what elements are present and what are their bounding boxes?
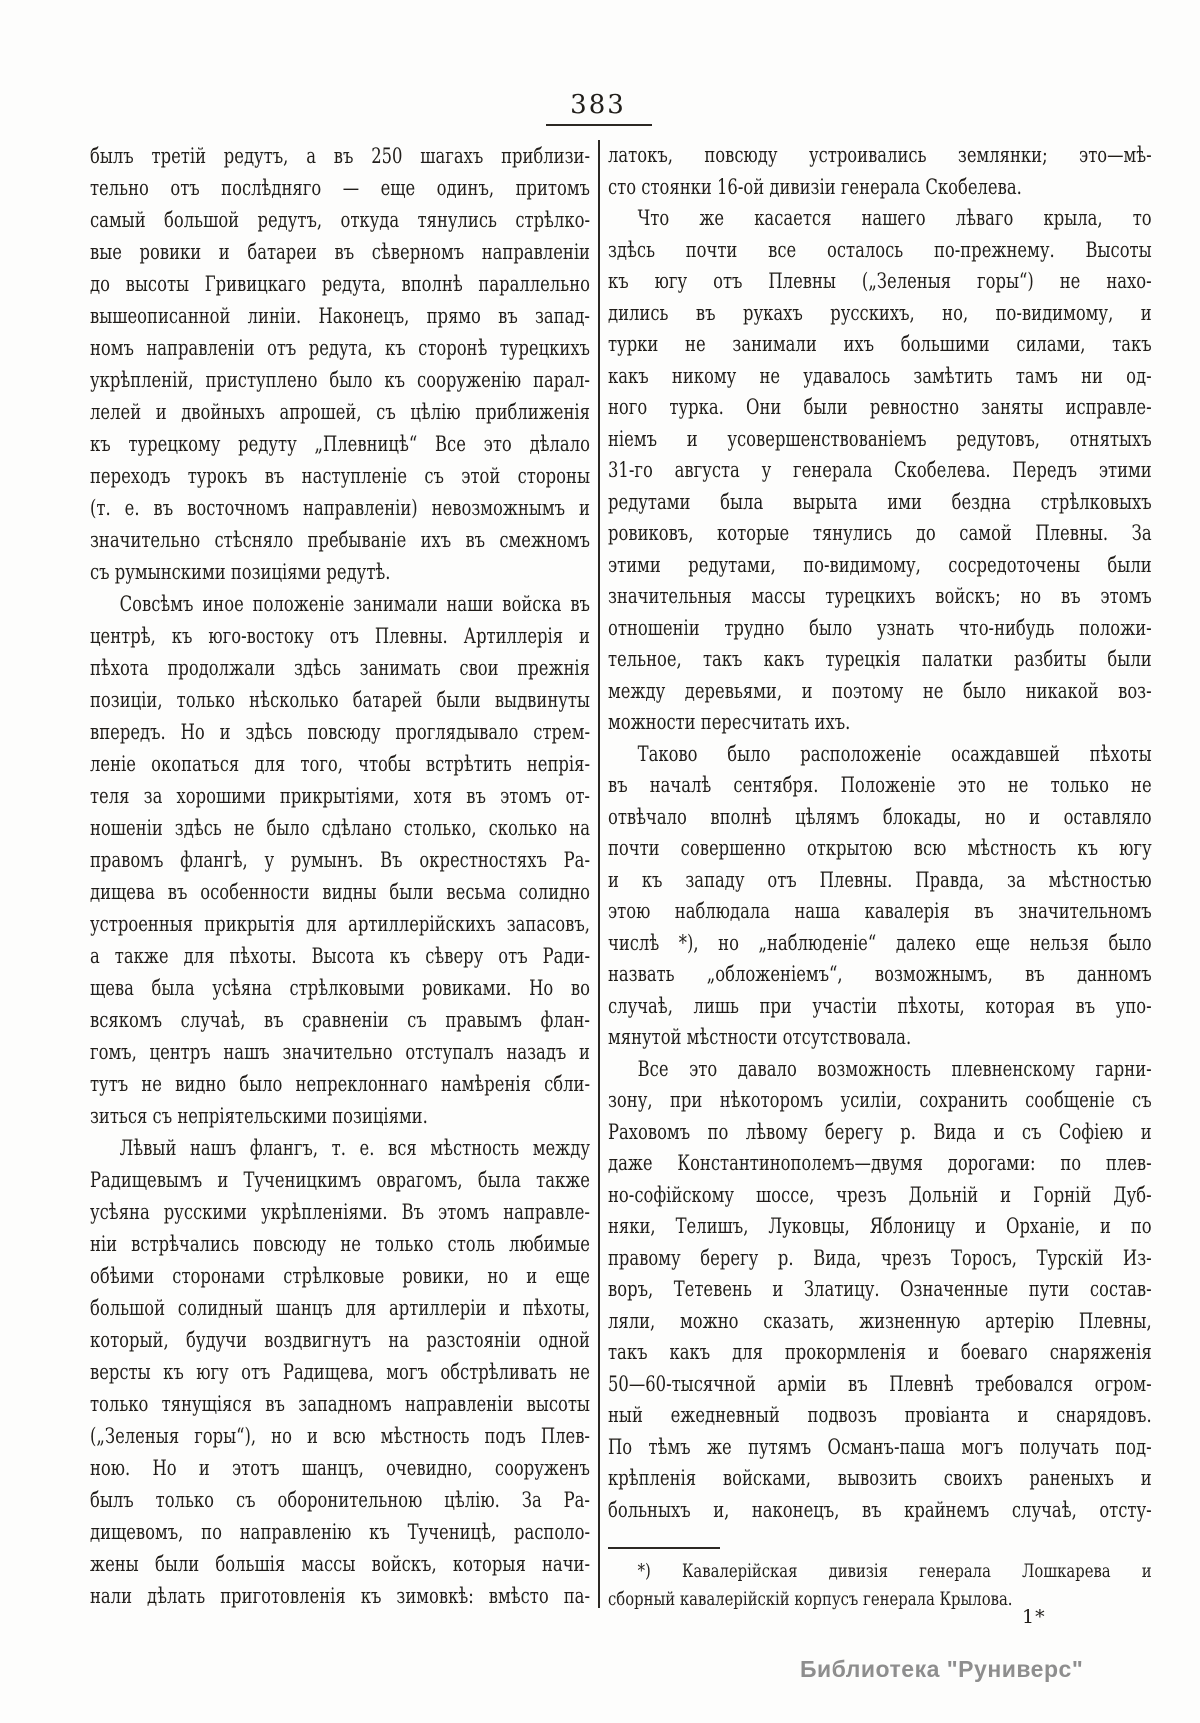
text-line: (т. е. въ восточномъ направленіи) невозможнымъ и xyxy=(90,496,590,520)
page-number-rule xyxy=(546,124,652,126)
text-line: ровиковъ, которые тянулись до самой Плевны. За xyxy=(608,521,1152,545)
signature-mark: 1* xyxy=(1022,1606,1046,1628)
watermark: Библиотека "Руниверс" xyxy=(800,1656,1084,1682)
text-line: ношеніи здѣсь не было сдѣлано столько, сколько на xyxy=(90,816,590,840)
text-line: *) Кавалерійская дивизія генерала Лошкарева и xyxy=(637,1560,1152,1582)
text-line: случаѣ, лишь при участіи пѣхоты, которая въ упо- xyxy=(608,993,1152,1018)
text-line: вые ровики и батареи въ сѣверномъ направленіи xyxy=(90,240,590,264)
footnote xyxy=(608,1557,1152,1613)
text-line: 50—60-тысячной арміи въ Плевнѣ требовался огром- xyxy=(608,1371,1152,1396)
paragraph xyxy=(90,588,590,1132)
text-line: Совсѣмъ иное положеніе занимали наши войска въ xyxy=(119,592,590,616)
footnote-text xyxy=(608,1557,1152,1613)
text-line: няки, Телишъ, Луковцы, Яблоницу и Орханіе, и по xyxy=(608,1214,1152,1238)
paragraph xyxy=(608,1557,1152,1613)
text-line: Что же касается нашего лѣваго крыла, то xyxy=(637,206,1152,230)
text-line: въ началѣ сентября. Положеніе это не только не xyxy=(608,773,1152,797)
text-line: лелей и двойныхъ апрошей, съ цѣлію приближенія xyxy=(90,400,590,424)
text-line: такъ какъ для прокормленія и боеваго снаряженія xyxy=(608,1340,1152,1364)
text-line: теля за хорошими прикрытіями, хотя въ этомъ от- xyxy=(90,784,590,808)
text-line: значительныя массы турецкихъ войскъ; но въ этомъ xyxy=(608,584,1152,608)
text-line: сборный кавалерійскій корпусъ генерала Крылова. xyxy=(608,1588,1013,1610)
text-line: мянутой мѣстности отсутствовала. xyxy=(608,1025,912,1049)
paragraph xyxy=(90,140,590,588)
text-line: ного турка. Они были ревностно заняты исправле- xyxy=(608,395,1152,419)
text-line: который, будучи воздвигнутъ на разстояніи одной xyxy=(90,1328,590,1352)
text-line: воръ, Тетевень и Златицу. Означенные пути состав- xyxy=(608,1277,1152,1301)
text-line: правомъ флангѣ, у румынъ. Въ окрестностяхъ Ра- xyxy=(90,848,590,872)
text-line: ный ежедневный подвозъ провіанта и снарядовъ. xyxy=(608,1403,1152,1427)
text-line: числѣ *), но „наблюденіе“ далеко еще нельзя было xyxy=(608,930,1152,955)
text-line: былъ третій редутъ, а въ 250 шагахъ приблизи- xyxy=(90,144,590,168)
text-line: съ румынскими позиціями редутѣ. xyxy=(90,560,391,584)
text-line: какъ никому не удавалось замѣтить тамъ ни од- xyxy=(608,363,1152,388)
text-line: даже Константинополемъ—двумя дорогами: по плев- xyxy=(608,1151,1152,1175)
text-line: Таково было расположеніе осаждавшей пѣхоты xyxy=(637,741,1152,766)
text-line: Радищевымъ и Тученицкимъ оврагомъ, была также xyxy=(90,1168,590,1192)
text-line: къ югу отъ Плевны („Зеленыя горы“) не нахо- xyxy=(608,269,1152,293)
text-line: этими редутами, по-видимому, сосредоточены были xyxy=(608,552,1152,577)
text-line: между деревьями, и поэтому не было никакой воз- xyxy=(608,678,1152,703)
paragraph xyxy=(608,739,1152,1054)
text-line: но-софійскому шоссе, чрезъ Дольній и Горній Дуб- xyxy=(608,1182,1152,1207)
text-line: номъ направленіи отъ редута, къ сторонѣ турецкихъ xyxy=(90,336,590,360)
left-column-text xyxy=(90,140,590,1612)
column-divider xyxy=(598,140,600,1608)
text-line: леніе окопаться для того, чтобы встрѣтить непрія- xyxy=(90,752,590,776)
paragraph xyxy=(90,1132,590,1612)
text-line: гомъ, центръ нашъ значительно отступалъ назадъ и xyxy=(90,1040,590,1064)
text-line: дились въ рукахъ русскихъ, но, по-видимому, и xyxy=(608,300,1152,325)
text-line: до высоты Гривицкаго редута, вполнѣ параллельно xyxy=(90,272,590,296)
text-line: почти совершенно открытою всю мѣстность къ югу xyxy=(608,836,1152,860)
text-line: Лѣвый нашъ флангъ, т. е. вся мѣстность между xyxy=(119,1136,590,1160)
text-line: центрѣ, къ юго-востоку отъ Плевны. Артиллерія и xyxy=(90,624,590,648)
text-line: сто стоянки 16-ой дивизіи генерала Скобелева. xyxy=(608,174,1022,199)
footnote-separator-rule xyxy=(608,1547,720,1549)
text-line: тельное, такъ какъ турецкія палатки разбиты были xyxy=(608,647,1152,671)
paragraph xyxy=(608,140,1152,203)
text-line: („Зеленыя горы“), но и всю мѣстность подъ Плев- xyxy=(90,1424,590,1448)
text-line: зону, при нѣкоторомъ усиліи, сохранить сообщеніе съ xyxy=(608,1088,1152,1112)
right-column-text xyxy=(608,140,1152,1526)
text-line: можности пересчитать ихъ. xyxy=(608,710,851,734)
text-line: большой солидный шанцъ для артиллеріи и пѣхоты, xyxy=(90,1296,590,1320)
text-line: усѣяна русскими укрѣпленіями. Въ этомъ направле- xyxy=(90,1200,590,1224)
text-line: дищевомъ, по направленію къ Тученицѣ, располо- xyxy=(90,1520,590,1544)
text-line: ніи встрѣчались повсюду не только столь любимые xyxy=(90,1232,590,1256)
text-line: отношеніи трудно было узнать что-нибудь положи- xyxy=(608,615,1152,640)
text-line: Все это давало возможность плевненскому гарни- xyxy=(637,1056,1152,1081)
text-line: жены были большія массы войскъ, которыя начи- xyxy=(90,1552,590,1576)
text-line: тельно отъ послѣдняго — еще одинъ, притомъ xyxy=(90,176,590,200)
paragraph xyxy=(608,1054,1152,1527)
text-line: турки не занимали ихъ большими силами, такъ xyxy=(608,332,1152,356)
page-number: 383 xyxy=(570,90,626,120)
text-line: ляли, можно сказать, жизненную артерію Плевны, xyxy=(608,1308,1152,1333)
text-line: всякомъ случаѣ, въ сравненіи съ правымъ флан- xyxy=(90,1008,590,1032)
text-line: позиціи, только нѣсколько батарей были выдвинуты xyxy=(90,688,590,712)
text-line: тутъ не видно было непреклоннаго намѣренія сбли- xyxy=(90,1072,590,1096)
text-line: щева была усѣяна стрѣлковыми ровиками. Но во xyxy=(90,976,590,1000)
right-text-column xyxy=(608,140,1152,1532)
text-line: устроенныя прикрытія для артиллерійскихъ запасовъ, xyxy=(90,912,590,936)
text-line: пѣхота продолжали здѣсь занимать свои прежнія xyxy=(90,656,590,680)
text-line: а также для пѣхоты. Высота къ сѣверу отъ Ради- xyxy=(90,944,590,968)
text-line: вышеописанной линіи. Наконецъ, прямо въ запад- xyxy=(90,304,590,328)
text-line: самый большой редутъ, откуда тянулись стрѣлко- xyxy=(90,208,590,232)
text-line: переходъ турокъ въ наступленіе съ этой стороны xyxy=(90,464,590,488)
text-line: больныхъ и, наконецъ, въ крайнемъ случаѣ, отсту- xyxy=(608,1497,1152,1522)
text-line: крѣпленія войсками, вывозить своихъ раненыхъ и xyxy=(608,1466,1152,1490)
text-line: редутами была вырыта ими бездна стрѣлковыхъ xyxy=(608,489,1152,514)
text-line: назвать „обложеніемъ“, возможнымъ, въ данномъ xyxy=(608,962,1152,986)
text-line: зиться съ непріятельскими позиціями. xyxy=(90,1104,428,1128)
text-line: нали дѣлать приготовленія къ зимовкѣ: вмѣсто па- xyxy=(90,1584,590,1608)
text-line: 31-го августа у генерала Скобелева. Передъ этими xyxy=(608,458,1152,482)
text-line: этою наблюдала наша кавалерія въ значительномъ xyxy=(608,899,1152,923)
text-line: ною. Но и этотъ шанцъ, очевидно, сооруженъ xyxy=(90,1456,590,1480)
left-text-column xyxy=(90,140,590,1618)
text-line: отвѣчало вполнѣ цѣлямъ блокады, но и оставляло xyxy=(608,804,1152,829)
text-line: версты къ югу отъ Радищева, могъ обстрѣливать не xyxy=(90,1360,590,1384)
text-line: латокъ, повсюду устроивались землянки; это—мѣ- xyxy=(608,143,1152,167)
text-line: укрѣпленій, приступлено было къ сооруженію парал- xyxy=(90,368,590,392)
text-line: ніемъ и усовершенствованіемъ редутовъ, отнятыхъ xyxy=(608,426,1152,451)
text-line: и къ западу отъ Плевны. Правда, за мѣстностью xyxy=(608,867,1152,892)
text-line: правому берегу р. Вида, чрезъ Торосъ, Турскій Из- xyxy=(608,1245,1152,1270)
text-line: здѣсь почти все осталось по-прежнему. Высоты xyxy=(608,237,1152,262)
text-line: По тѣмъ же путямъ Османъ-паша могъ получать под- xyxy=(608,1434,1152,1459)
text-line: Раховомъ по лѣвому берегу р. Вида и съ Софіею и xyxy=(608,1119,1152,1144)
text-line: значительно стѣсняло пребываніе ихъ въ смежномъ xyxy=(90,528,590,552)
text-line: обѣими сторонами стрѣлковые ровики, но и еще xyxy=(90,1264,590,1288)
text-line: впередъ. Но и здѣсь повсюду проглядывало стрем- xyxy=(90,720,590,744)
text-line: къ турецкому редуту „Плевницѣ“ Все это дѣлало xyxy=(90,432,590,456)
paragraph xyxy=(608,203,1152,739)
text-line: только тянущіяся въ западномъ направленіи высоты xyxy=(90,1392,590,1416)
text-line: былъ только съ оборонительною цѣлію. За Ра- xyxy=(90,1488,590,1512)
text-line: дищева въ особенности видны были весьма солидно xyxy=(90,880,590,904)
